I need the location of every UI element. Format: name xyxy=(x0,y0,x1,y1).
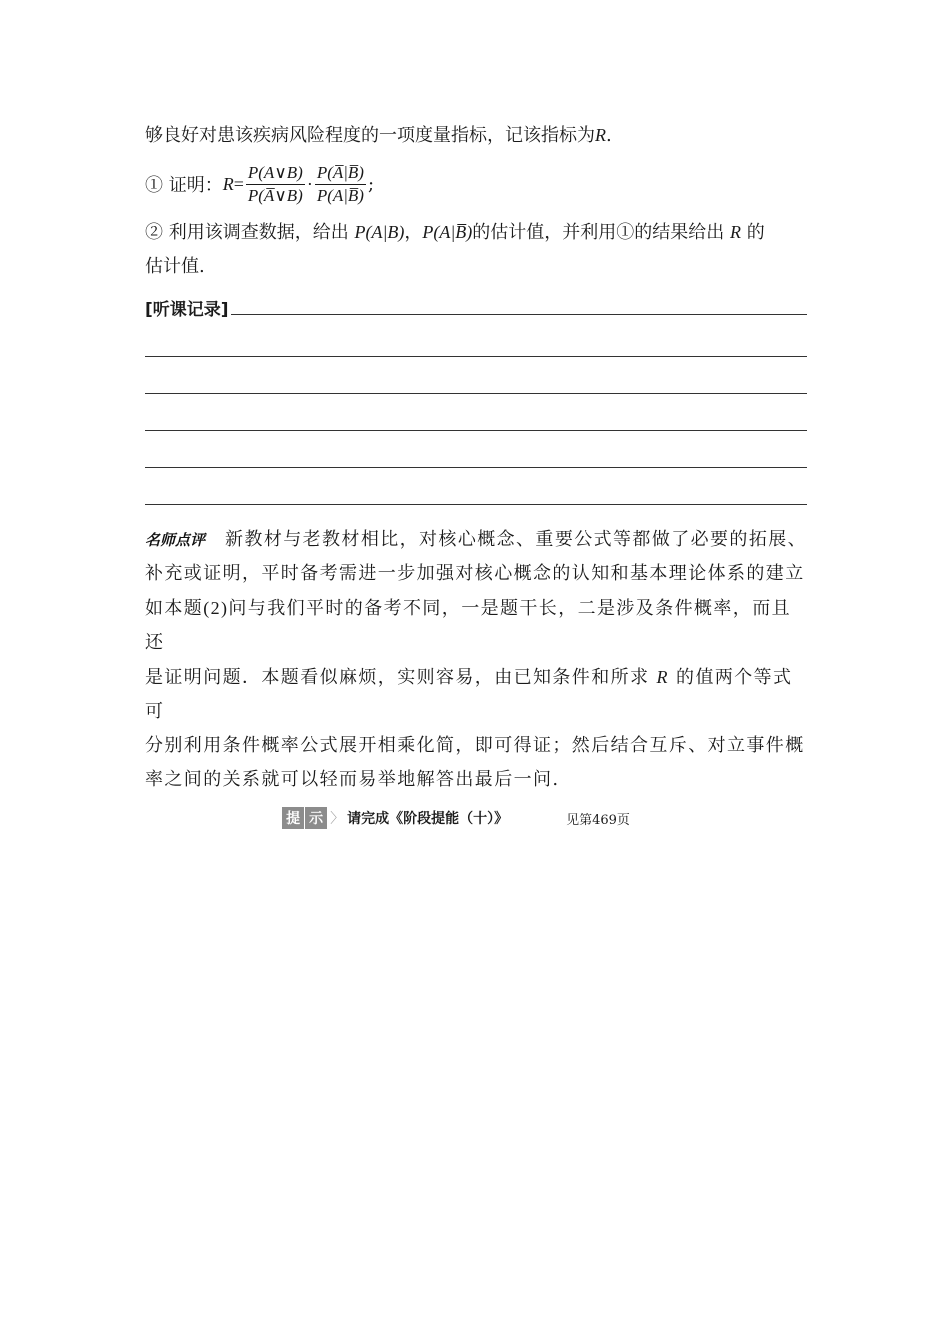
notes-rule[interactable] xyxy=(145,431,807,468)
prob-a-given-bbar: P(A|B̅) xyxy=(422,222,473,242)
comment-text: 是证明问题．本题看似麻烦，实则容易，由已知条件和所求 xyxy=(145,667,657,688)
item2-text-a: ② 利用该调查数据，给出 xyxy=(145,222,355,243)
notes-header xyxy=(145,290,807,320)
comment-line xyxy=(145,660,807,729)
tip-bar xyxy=(145,805,807,831)
comment-text: 如本题 xyxy=(145,598,204,619)
proof-formula xyxy=(145,153,807,215)
comment-text: 问与我们平时的备考不同，一是题干长，二是涉及条件概率，而且还 xyxy=(145,598,792,653)
notes-rule[interactable] xyxy=(145,357,807,394)
item1-label: ① 证明： xyxy=(145,175,223,196)
tip-badge-char: 示 xyxy=(305,807,327,829)
notes-rule-first[interactable] xyxy=(231,314,807,315)
chevron-right-icon: 〉 xyxy=(330,811,345,827)
formula-semicolon: ; xyxy=(367,173,375,195)
comment-var-r: R xyxy=(656,667,669,687)
fraction-2-denominator: P(A|B̅) xyxy=(316,185,364,205)
intro-period: . xyxy=(606,125,612,146)
notes-label: [听课记录] xyxy=(145,300,229,320)
formula-equals: = xyxy=(233,173,244,194)
fraction-2-numerator: P(A̅|B̅) xyxy=(316,162,364,182)
fraction-2 xyxy=(315,162,366,207)
formula-lhs: R xyxy=(222,173,234,194)
teacher-comment xyxy=(145,523,807,797)
tip-badge-char: 提 xyxy=(282,807,304,829)
item2-comma: ， xyxy=(404,222,423,243)
item2-line2: 估计值. xyxy=(145,256,205,277)
fraction-1-numerator: P(A∨B) xyxy=(247,162,303,182)
notes-rule[interactable] xyxy=(145,320,807,357)
comment-badge: 名师点评 xyxy=(145,531,206,549)
multiply-dot: · xyxy=(306,173,313,194)
comment-line: 分别利用条件概率公式展开相乘化简，即可得证；然后结合互斥、对立事件概 xyxy=(145,735,805,756)
fraction-1 xyxy=(246,162,305,207)
comment-text: 新教材与老教材相比，对核心概念、重要公式等都做了必要的拓展、 xyxy=(225,529,808,550)
item2-text-c: 的 xyxy=(741,222,765,243)
comment-question-number: (2) xyxy=(203,598,229,618)
item2-var-r: R xyxy=(730,222,742,242)
tip-badge xyxy=(282,807,328,829)
notes-rule[interactable] xyxy=(145,468,807,505)
comment-line: 补充或证明，平时备考需进一步加强对核心概念的认知和基本理论体系的建立 xyxy=(145,563,805,584)
page-reference[interactable]: 见第469页 xyxy=(566,812,630,828)
comment-line xyxy=(145,591,807,660)
comment-line: 率之间的关系就可以轻而易举地解答出最后一问. xyxy=(145,769,560,790)
tip-text[interactable]: 请完成《阶段提能（十）》 xyxy=(347,811,509,827)
item2-line1 xyxy=(145,215,807,250)
comment-line xyxy=(145,523,807,557)
item2-text-b: 的估计值，并利用①的结果给出 xyxy=(472,222,731,243)
intro-text: 够良好对患该疾病风险程度的一项度量指标，记该指标为 xyxy=(145,125,595,146)
comment-text: 的值两个等式可 xyxy=(145,667,793,722)
intro-line xyxy=(145,118,807,153)
var-r: R xyxy=(595,125,606,145)
document-page xyxy=(145,118,807,831)
fraction-1-denominator: P(A̅∨B) xyxy=(247,185,303,205)
notes-rule[interactable] xyxy=(145,394,807,431)
prob-a-given-b: P(A|B) xyxy=(354,222,405,242)
